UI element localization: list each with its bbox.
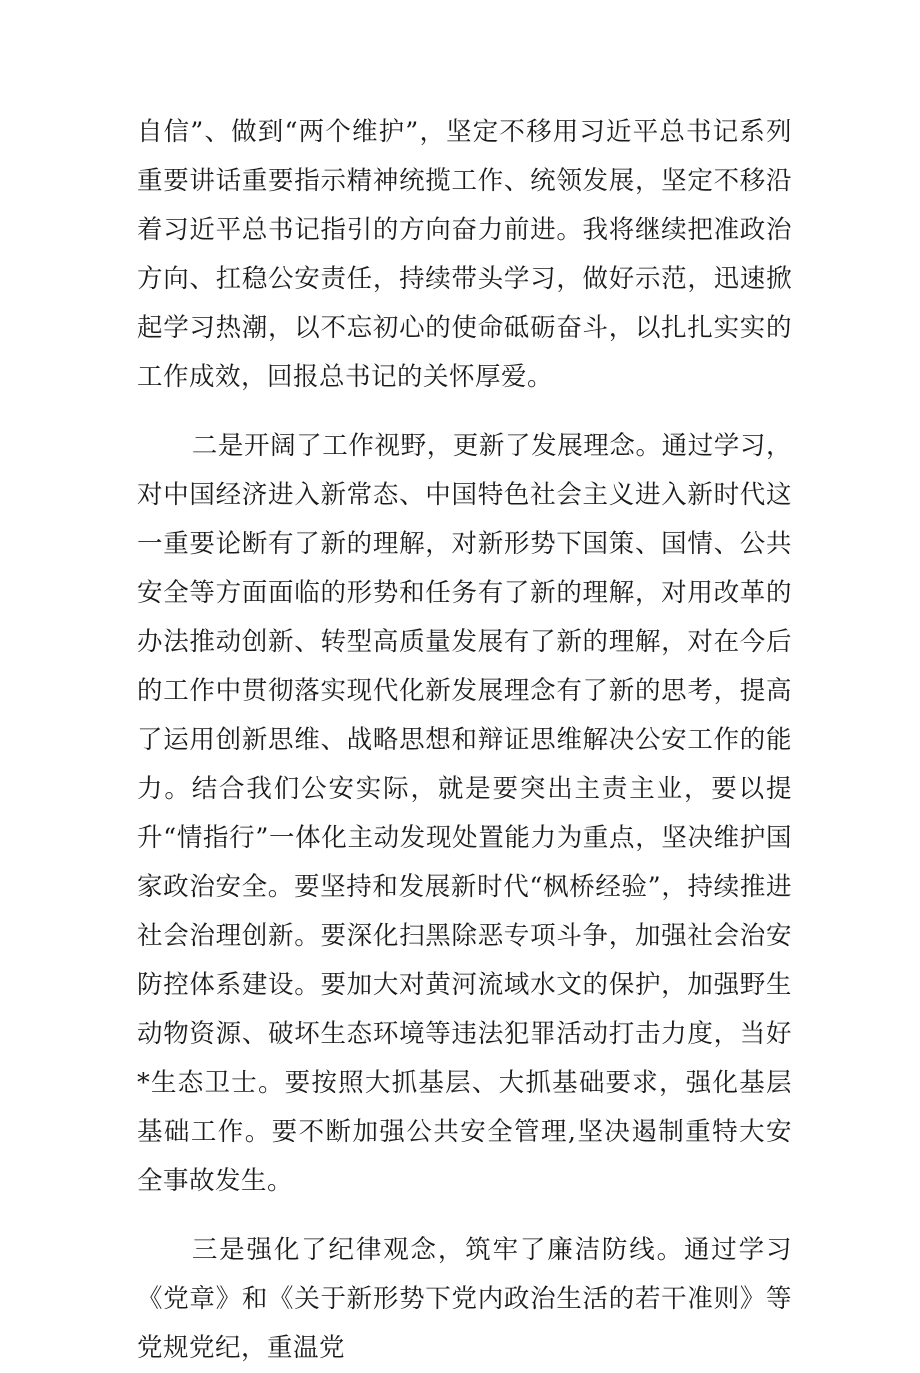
paragraph-continuation: 自信”、做到“两个维护”，坚定不移用习近平总书记系列重要讲话重要指示精神统揽工作、统领发展，坚定不移沿着习近平总书记指引的方向奋力前进。我将继续把准政治方向、扛稳公安责任，持续带头学习，做好示范，迅速掀起学习热潮，以不忘初心的使命砥砺奋斗，以扎扎实实的工作成效，回报总书记的关怀厚爱。 — [137, 117, 792, 392]
paragraph-point-three: 三是强化了纪律观念，筑牢了廉洁防线。通过学习《党章》和《关于新形势下党内政治生活的若干准则》等党规党纪，重温党 — [137, 1235, 792, 1363]
paragraph-point-two: 二是开阔了工作视野，更新了发展理念。通过学习，对中国经济进入新常态、中国特色社会主义进入新时代这一重要论断有了新的理解，对新形势下国策、国情、公共安全等方面面临的形势和任务有了新的理解，对用改革的办法推动创新、转型高质量发展有了新的理解，对在今后的工作中贯彻落实现代化新发展理念有了新的思考，提高了运用创新思维、战略思想和辩证思维解决公安工作的能力。结合我们公安实际，就是要突出主责主业，要以提升“情指行”一体化主动发现处置能力为重点，坚决维护国家政治安全。要坚持和发展新时代“枫桥经验”，持续推进社会治理创新。要深化扫黑除恶专项斗争，加强社会治安防控体系建设。要加大对黄河流域水文的保护，加强野生动物资源、破坏生态环境等违法犯罪活动打击力度，当好*生态卫士。要按照大抓基层、大抓基础要求，强化基层基础工作。要不断加强公共安全管理,坚决遏制重特大安全事故发生。 — [137, 431, 792, 1196]
document-body — [137, 108, 792, 1373]
